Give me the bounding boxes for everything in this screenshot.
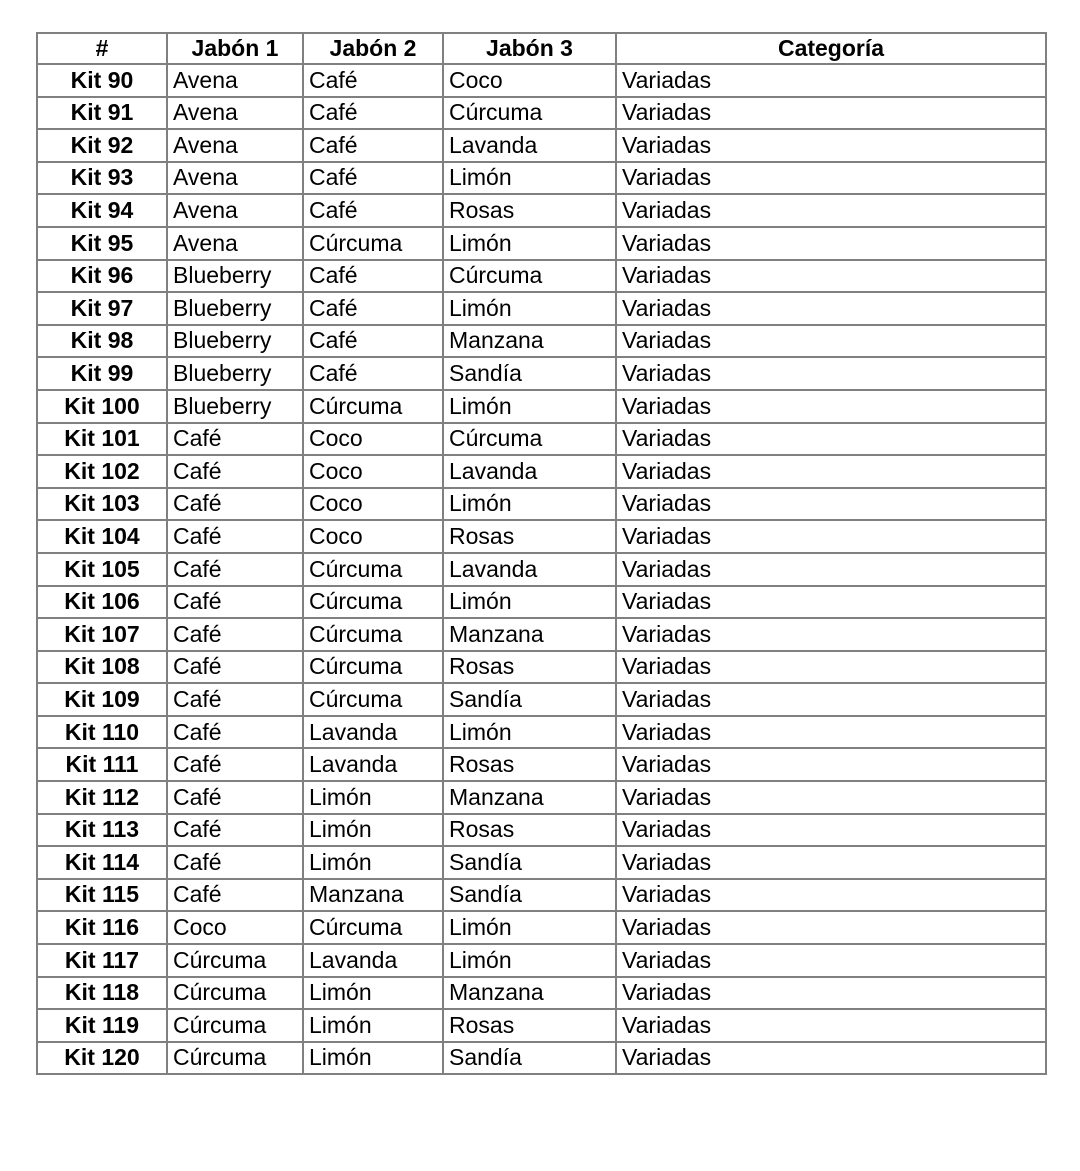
jabon1-cell: Cúrcuma (167, 1009, 303, 1042)
jabon1-cell: Avena (167, 227, 303, 260)
kits-table (36, 32, 1047, 1075)
categoria-cell: Variadas (616, 162, 1046, 195)
jabon2-cell: Café (303, 357, 443, 390)
jabon1-cell: Avena (167, 162, 303, 195)
kit-id-cell: Kit 98 (37, 325, 167, 358)
kit-id-cell: Kit 97 (37, 292, 167, 325)
kit-id-cell: Kit 119 (37, 1009, 167, 1042)
column-header-jabon3: Jabón 3 (443, 33, 616, 64)
jabon2-cell: Cúrcuma (303, 618, 443, 651)
table-row (37, 1042, 1046, 1075)
jabon2-cell: Cúrcuma (303, 390, 443, 423)
jabon3-cell: Manzana (443, 325, 616, 358)
table-row (37, 814, 1046, 847)
jabon2-cell: Lavanda (303, 748, 443, 781)
jabon1-cell: Café (167, 651, 303, 684)
jabon3-cell: Lavanda (443, 455, 616, 488)
jabon1-cell: Avena (167, 97, 303, 130)
kit-id-cell: Kit 91 (37, 97, 167, 130)
kit-id-cell: Kit 110 (37, 716, 167, 749)
jabon2-cell: Cúrcuma (303, 227, 443, 260)
jabon3-cell: Rosas (443, 814, 616, 847)
categoria-cell: Variadas (616, 716, 1046, 749)
jabon3-cell: Rosas (443, 1009, 616, 1042)
jabon1-cell: Blueberry (167, 292, 303, 325)
table-row (37, 488, 1046, 521)
categoria-cell: Variadas (616, 357, 1046, 390)
jabon3-cell: Limón (443, 390, 616, 423)
column-header-jabon1: Jabón 1 (167, 33, 303, 64)
jabon2-cell: Limón (303, 846, 443, 879)
jabon3-cell: Limón (443, 162, 616, 195)
kit-id-cell: Kit 108 (37, 651, 167, 684)
jabon3-cell: Rosas (443, 194, 616, 227)
jabon3-cell: Cúrcuma (443, 423, 616, 456)
table-row (37, 944, 1046, 977)
jabon2-cell: Café (303, 260, 443, 293)
table-row (37, 64, 1046, 97)
kit-id-cell: Kit 112 (37, 781, 167, 814)
kit-id-cell: Kit 101 (37, 423, 167, 456)
table-row (37, 129, 1046, 162)
kit-id-cell: Kit 107 (37, 618, 167, 651)
kit-id-cell: Kit 116 (37, 911, 167, 944)
table-row (37, 683, 1046, 716)
jabon3-cell: Sandía (443, 683, 616, 716)
kit-id-cell: Kit 99 (37, 357, 167, 390)
categoria-cell: Variadas (616, 227, 1046, 260)
categoria-cell: Variadas (616, 944, 1046, 977)
jabon2-cell: Limón (303, 781, 443, 814)
jabon3-cell: Limón (443, 944, 616, 977)
jabon2-cell: Café (303, 292, 443, 325)
jabon3-cell: Limón (443, 586, 616, 619)
categoria-cell: Variadas (616, 651, 1046, 684)
table-row (37, 781, 1046, 814)
jabon1-cell: Coco (167, 911, 303, 944)
column-header-jabon2: Jabón 2 (303, 33, 443, 64)
jabon2-cell: Cúrcuma (303, 586, 443, 619)
jabon2-cell: Cúrcuma (303, 553, 443, 586)
categoria-cell: Variadas (616, 97, 1046, 130)
kit-id-cell: Kit 95 (37, 227, 167, 260)
jabon1-cell: Cúrcuma (167, 977, 303, 1010)
categoria-cell: Variadas (616, 129, 1046, 162)
jabon1-cell: Café (167, 586, 303, 619)
table-row (37, 194, 1046, 227)
kit-id-cell: Kit 92 (37, 129, 167, 162)
categoria-cell: Variadas (616, 64, 1046, 97)
table-row (37, 716, 1046, 749)
jabon2-cell: Cúrcuma (303, 683, 443, 716)
jabon1-cell: Café (167, 683, 303, 716)
jabon1-cell: Café (167, 814, 303, 847)
table-row (37, 227, 1046, 260)
categoria-cell: Variadas (616, 260, 1046, 293)
jabon3-cell: Rosas (443, 651, 616, 684)
jabon2-cell: Café (303, 129, 443, 162)
kit-id-cell: Kit 106 (37, 586, 167, 619)
table-row (37, 97, 1046, 130)
categoria-cell: Variadas (616, 586, 1046, 619)
jabon2-cell: Coco (303, 520, 443, 553)
table-row (37, 292, 1046, 325)
jabon2-cell: Coco (303, 423, 443, 456)
kit-id-cell: Kit 104 (37, 520, 167, 553)
jabon1-cell: Café (167, 520, 303, 553)
column-header-categoria: Categoría (616, 33, 1046, 64)
table-row (37, 520, 1046, 553)
header-row (37, 33, 1046, 64)
jabon3-cell: Cúrcuma (443, 97, 616, 130)
jabon3-cell: Rosas (443, 520, 616, 553)
categoria-cell: Variadas (616, 553, 1046, 586)
table-row (37, 911, 1046, 944)
jabon1-cell: Café (167, 846, 303, 879)
table-row (37, 586, 1046, 619)
jabon3-cell: Cúrcuma (443, 260, 616, 293)
categoria-cell: Variadas (616, 618, 1046, 651)
jabon3-cell: Rosas (443, 748, 616, 781)
jabon1-cell: Cúrcuma (167, 1042, 303, 1075)
jabon2-cell: Limón (303, 1009, 443, 1042)
categoria-cell: Variadas (616, 977, 1046, 1010)
jabon1-cell: Café (167, 879, 303, 912)
kit-id-cell: Kit 102 (37, 455, 167, 488)
jabon2-cell: Coco (303, 488, 443, 521)
categoria-cell: Variadas (616, 1042, 1046, 1075)
kit-id-cell: Kit 103 (37, 488, 167, 521)
categoria-cell: Variadas (616, 1009, 1046, 1042)
categoria-cell: Variadas (616, 846, 1046, 879)
kit-id-cell: Kit 114 (37, 846, 167, 879)
jabon1-cell: Café (167, 716, 303, 749)
jabon3-cell: Manzana (443, 618, 616, 651)
kit-id-cell: Kit 109 (37, 683, 167, 716)
jabon1-cell: Café (167, 488, 303, 521)
table-row (37, 260, 1046, 293)
table-row (37, 748, 1046, 781)
kit-id-cell: Kit 90 (37, 64, 167, 97)
jabon2-cell: Cúrcuma (303, 651, 443, 684)
jabon3-cell: Limón (443, 716, 616, 749)
table-row (37, 651, 1046, 684)
categoria-cell: Variadas (616, 683, 1046, 716)
jabon1-cell: Café (167, 455, 303, 488)
jabon3-cell: Sandía (443, 357, 616, 390)
categoria-cell: Variadas (616, 520, 1046, 553)
categoria-cell: Variadas (616, 455, 1046, 488)
kit-id-cell: Kit 93 (37, 162, 167, 195)
jabon3-cell: Coco (443, 64, 616, 97)
jabon2-cell: Lavanda (303, 944, 443, 977)
categoria-cell: Variadas (616, 292, 1046, 325)
kit-id-cell: Kit 118 (37, 977, 167, 1010)
categoria-cell: Variadas (616, 911, 1046, 944)
table-row (37, 879, 1046, 912)
categoria-cell: Variadas (616, 748, 1046, 781)
jabon3-cell: Manzana (443, 781, 616, 814)
jabon1-cell: Avena (167, 64, 303, 97)
table-row (37, 390, 1046, 423)
jabon2-cell: Cúrcuma (303, 911, 443, 944)
jabon3-cell: Manzana (443, 977, 616, 1010)
jabon1-cell: Avena (167, 194, 303, 227)
jabon2-cell: Limón (303, 814, 443, 847)
table-row (37, 846, 1046, 879)
categoria-cell: Variadas (616, 194, 1046, 227)
table-row (37, 423, 1046, 456)
table-row (37, 553, 1046, 586)
jabon3-cell: Sandía (443, 879, 616, 912)
jabon1-cell: Blueberry (167, 390, 303, 423)
table-row (37, 618, 1046, 651)
kit-id-cell: Kit 94 (37, 194, 167, 227)
jabon2-cell: Coco (303, 455, 443, 488)
kit-id-cell: Kit 120 (37, 1042, 167, 1075)
jabon2-cell: Café (303, 97, 443, 130)
jabon2-cell: Café (303, 325, 443, 358)
table-row (37, 325, 1046, 358)
table-row (37, 455, 1046, 488)
categoria-cell: Variadas (616, 781, 1046, 814)
jabon2-cell: Manzana (303, 879, 443, 912)
kit-id-cell: Kit 117 (37, 944, 167, 977)
table-row (37, 357, 1046, 390)
jabon3-cell: Limón (443, 292, 616, 325)
kit-id-cell: Kit 111 (37, 748, 167, 781)
jabon2-cell: Café (303, 64, 443, 97)
jabon1-cell: Café (167, 423, 303, 456)
jabon3-cell: Limón (443, 488, 616, 521)
table-row (37, 1009, 1046, 1042)
kit-id-cell: Kit 113 (37, 814, 167, 847)
jabon3-cell: Lavanda (443, 129, 616, 162)
categoria-cell: Variadas (616, 325, 1046, 358)
jabon2-cell: Café (303, 162, 443, 195)
jabon1-cell: Café (167, 553, 303, 586)
table-row (37, 162, 1046, 195)
categoria-cell: Variadas (616, 488, 1046, 521)
jabon2-cell: Limón (303, 977, 443, 1010)
jabon1-cell: Café (167, 781, 303, 814)
kit-id-cell: Kit 100 (37, 390, 167, 423)
jabon3-cell: Limón (443, 911, 616, 944)
categoria-cell: Variadas (616, 390, 1046, 423)
jabon1-cell: Cúrcuma (167, 944, 303, 977)
jabon1-cell: Blueberry (167, 357, 303, 390)
kit-id-cell: Kit 115 (37, 879, 167, 912)
jabon2-cell: Café (303, 194, 443, 227)
kit-id-cell: Kit 96 (37, 260, 167, 293)
kit-id-cell: Kit 105 (37, 553, 167, 586)
table-row (37, 977, 1046, 1010)
jabon1-cell: Avena (167, 129, 303, 162)
jabon3-cell: Sandía (443, 846, 616, 879)
categoria-cell: Variadas (616, 814, 1046, 847)
jabon1-cell: Café (167, 748, 303, 781)
jabon3-cell: Sandía (443, 1042, 616, 1075)
column-header-number: # (37, 33, 167, 64)
categoria-cell: Variadas (616, 423, 1046, 456)
jabon1-cell: Blueberry (167, 325, 303, 358)
jabon1-cell: Café (167, 618, 303, 651)
categoria-cell: Variadas (616, 879, 1046, 912)
jabon3-cell: Limón (443, 227, 616, 260)
jabon2-cell: Lavanda (303, 716, 443, 749)
table-body (37, 64, 1046, 1074)
jabon1-cell: Blueberry (167, 260, 303, 293)
jabon2-cell: Limón (303, 1042, 443, 1075)
jabon3-cell: Lavanda (443, 553, 616, 586)
